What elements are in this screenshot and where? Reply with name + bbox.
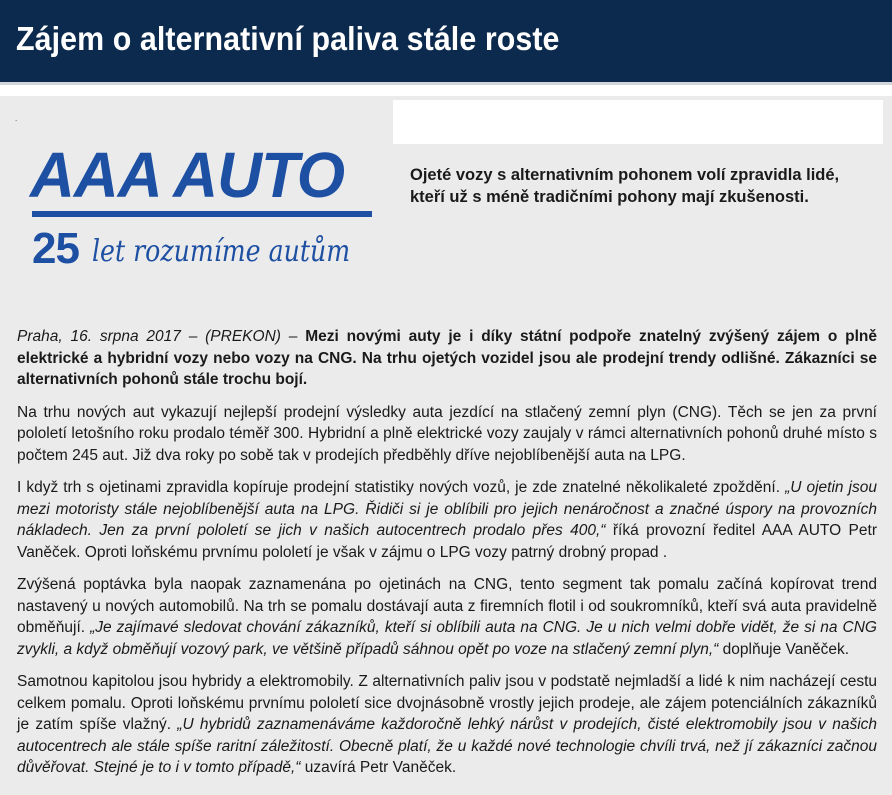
tagline: Ojeté vozy s alternativním pohonem volí zpravidla lidé, kteří už s méně tradičními pohony mají zkušenosti. [410, 166, 840, 206]
paragraph-text: doplňuje Vaněček. [722, 640, 850, 658]
logo-anniversary-text: let rozumíme autům [92, 234, 351, 269]
paragraph-text: I když trh s ojetinami zpravidla kopíruje prodejní statistiky nových vozů, je zde znatelné několikaleté zpoždění. [17, 479, 781, 496]
logo-anniversary-number: 25 [32, 224, 79, 273]
article-body [17, 326, 877, 790]
dateline: Praha, 16. srpna 2017 – (PREKON) – [17, 328, 298, 345]
quote: „Je zajímavé sledovat chování zákazníků, kteří si oblíbili auta na CNG. Je u nich velmi dobře vidět, že si na CNG zvykli, a když obměňují vozový park, ve většině případů sáhnou opět po voze na stlačený zemní plyn,“ [17, 619, 877, 658]
page-header [0, 0, 892, 85]
paragraph-lead [17, 326, 877, 391]
paragraph [17, 671, 877, 779]
quote: „U hybridů zaznamenáváme každoročně lehký nárůst v prodejích, čisté elektromobily jsou v našich autocentrech ale stále spíše raritní záležitostí. Obecně platí, že u každé nové technologie chvíli trvá, než jí zákazníci začnou důvěřovat. Stejné je to i v tomto případě,“ [17, 716, 878, 776]
paragraph: Na trhu nových aut vykazují nejlepší prodejní výsledky auta jezdící na stlačený zemní plyn (CNG). Těch se jen za první pololetí letošního roku prodalo téměř 300. Hybridní a plně elektrické vozy zaujaly v rámci alternativních pohonů druhé místo s počtem 245 aut. Již dva roky po sobě tak v prodejích předběhly dříve nejoblíbenější auta na LPG. [17, 403, 877, 464]
paragraph-text: Samotnou kapitolou jsou hybridy a elektromobily. Z alternativních paliv jsou v podstatě nejmladší a lidé k nim nacházejí cestu celkem pomalu. Oproti loňskému prvnímu pololetí sice dvojnásobně vrostly jejich prodeje, ale zájem potenciálních zákazníků je zatím spíše vlažný. [17, 673, 877, 733]
paragraph-text: Zvýšená poptávka byla naopak zaznamenána po ojetinách na CNG, tento segment tak pomalu začíná kopírovat trend nastavený u nových automobilů. Na trh se pomalu dostávají auta z firemních flotil i od soukromníků, kteří svá auta pravidelně obměňují. [17, 576, 877, 636]
paragraph-text: uzavírá Petr Vaněček. [304, 759, 457, 776]
aaa-auto-logo [30, 139, 380, 273]
paragraph [17, 574, 877, 660]
paragraph-text: říká provozní ředitel AAA AUTO Petr Vaněček. Oproti loňskému prvnímu pololetí je však v zájmu o LPG vozy patrný drobný propad . [17, 522, 877, 561]
stray-dot: . [15, 114, 18, 123]
logo-brand-text: AAA AUTO [30, 139, 345, 211]
quote: „U ojetin jsou mezi motoristy stále nejoblíbenější auta na LPG. Řidiči si je oblíbili pro jejich nenáročnost a značné úspory na provozních nákladech. Jen za první pololetí se jich v našich autocentrech prodalo přes 400,“ [17, 479, 877, 539]
logo-underline [32, 211, 372, 217]
paragraph [17, 477, 877, 563]
page-title: Zájem o alternativní paliva stále roste [16, 20, 560, 57]
lead-text: Mezi novými auty je i díky státní podpoře znatelný zvýšený zájem o plně elektrické a hybridní vozy nebo vozy na CNG. Na trhu ojetých vozidel jsou ale prodejní trendy odlišné. Zákazníci se alternativních pohonů stále trochu bojí. [17, 328, 877, 388]
blank-panel [393, 100, 883, 144]
